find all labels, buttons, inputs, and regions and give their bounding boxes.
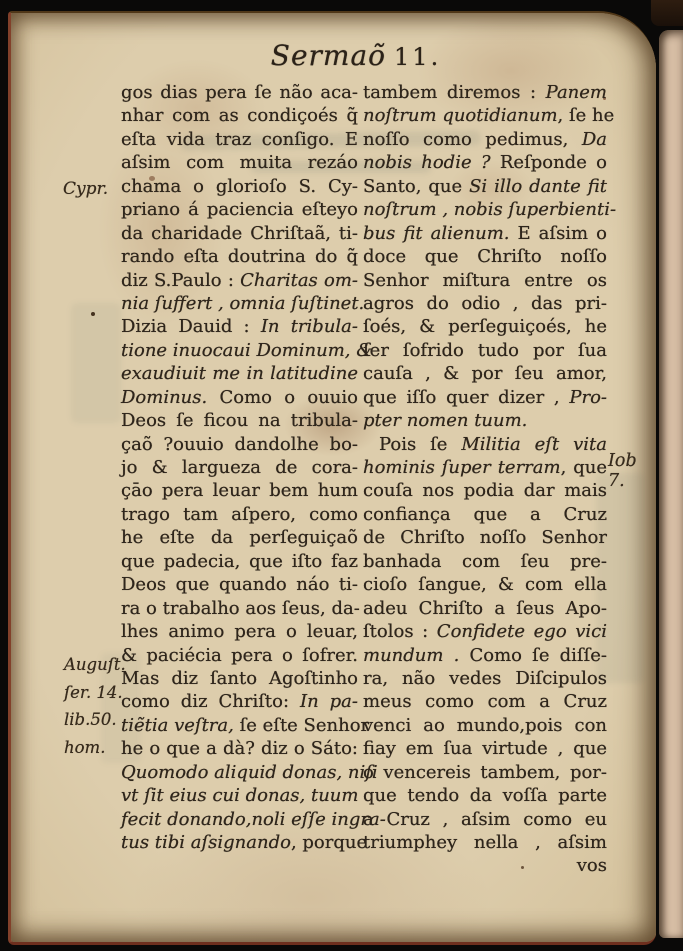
latin-quote-segment: fecit donando,noli eſſe ingra- xyxy=(121,808,386,830)
body-text-segment: gos dias pera ſe não aca- xyxy=(121,82,358,103)
latin-quote-segment: tiẽtia veſtra, xyxy=(121,714,234,736)
text-line xyxy=(121,433,358,456)
body-text-segment: venci ao mundo,pois con xyxy=(363,714,607,736)
body-text-segment: noſſo como pedimus, xyxy=(363,128,582,150)
text-line xyxy=(363,386,607,409)
body-text-segment: da charidade Chriſtaã, ti- xyxy=(121,222,358,244)
body-text-segment: ſtolos : xyxy=(363,621,437,643)
text-line xyxy=(363,573,607,596)
body-text-segment: çaõ ?ouuio dandolhe bo- xyxy=(121,433,358,455)
text-line xyxy=(363,198,617,221)
body-text-segment: rando eſta doutrina do q̃ xyxy=(121,246,358,268)
text-line xyxy=(121,479,358,502)
text-line xyxy=(121,526,358,549)
body-text-segment: Senhor miſtura entre os xyxy=(363,269,607,291)
text-line xyxy=(363,479,607,502)
latin-quote-segment: Panem xyxy=(545,82,607,103)
body-text-segment: cioſo ſangue, & com ella xyxy=(363,574,607,596)
body-text-segment: ſe eſte Senhor xyxy=(233,714,370,736)
text-line xyxy=(363,526,607,549)
book-page xyxy=(8,11,656,945)
latin-quote-segment: nia ſuffert , omnia ſuſtinet. xyxy=(121,292,365,314)
latin-quote-segment: noſtrum , nobis ſuperbienti- xyxy=(363,199,617,221)
text-line xyxy=(121,362,358,385)
body-text-segment: fiay em ſua virtude , que xyxy=(363,738,607,760)
latin-quote-segment: tus tibi aſsignando xyxy=(121,832,291,853)
body-text-segment: doce que Chriſto noſſo xyxy=(363,246,607,268)
body-text-segment: vos xyxy=(576,855,607,877)
body-text-segment: tambem diremos : xyxy=(363,82,546,103)
text-line xyxy=(121,386,358,409)
body-text-segment: Como o ouuio xyxy=(207,386,358,408)
latin-quote-segment: Pro- xyxy=(569,386,607,408)
text-line xyxy=(363,714,607,737)
text-line xyxy=(363,597,607,620)
text-line xyxy=(121,269,358,292)
text-line xyxy=(121,550,358,573)
text-line xyxy=(121,222,358,245)
text-line xyxy=(121,175,358,198)
body-text-segment: como diz Chriſto: xyxy=(121,691,300,713)
running-head-number: 11. xyxy=(394,43,442,71)
text-line xyxy=(363,550,607,573)
ink-speck xyxy=(91,312,95,316)
text-line xyxy=(121,644,358,667)
text-line xyxy=(121,667,358,690)
body-text-segment: priano á paciencia eſteyo xyxy=(121,199,358,221)
running-head-title: Sermaõ xyxy=(270,39,387,72)
text-line xyxy=(121,831,368,854)
body-text-segment: chama o glorioſo S. Cy- xyxy=(121,175,358,197)
body-text-segment: o vencereis tambem, por- xyxy=(363,761,607,783)
text-column-left xyxy=(121,81,386,854)
body-text-segment: , ſe he xyxy=(557,105,615,127)
body-text-segment: he eſte da perſeguiçaõ xyxy=(121,527,358,549)
latin-quote-segment: Da xyxy=(581,128,607,150)
text-line xyxy=(121,292,365,315)
text-line xyxy=(363,690,607,713)
text-line xyxy=(363,737,607,760)
body-text-segment: Deos ſe ficou na tribula- xyxy=(121,410,358,432)
body-text-segment: ra o trabalho aos ſeus, da- xyxy=(121,597,360,619)
body-text-segment: que tendo da voſſa parte xyxy=(363,785,607,807)
body-text-segment: meus como com a Cruz xyxy=(363,691,607,713)
body-text-segment: Reſponde o xyxy=(490,152,607,174)
text-line xyxy=(121,128,358,151)
text-line xyxy=(363,831,607,854)
book-board-corner xyxy=(651,0,683,26)
margin-note-line: Auguſt. xyxy=(64,655,126,674)
text-line xyxy=(363,854,607,877)
body-text-segment: confiança que a Cruz xyxy=(363,503,607,525)
body-text-segment: trago tam aſpero, como xyxy=(121,503,358,525)
text-line xyxy=(363,315,607,338)
adjacent-page-edge xyxy=(659,30,683,938)
body-text-segment: que padecia, que iſto faz xyxy=(121,550,358,572)
body-text-segment: , porque xyxy=(290,832,368,853)
text-line xyxy=(363,362,607,385)
body-text-segment: agros do odio , das pri- xyxy=(363,292,607,314)
body-text-segment: Deos que quando náo ti- xyxy=(121,574,358,596)
text-line xyxy=(363,81,607,104)
text-line xyxy=(363,151,607,174)
text-line xyxy=(363,433,607,456)
text-line xyxy=(363,620,607,643)
text-line xyxy=(363,292,607,315)
body-text-segment: he o que a dà? diz o Sáto: xyxy=(121,738,358,760)
text-line xyxy=(121,409,358,432)
text-line xyxy=(121,503,358,526)
body-text-segment: lhes animo pera o leuar, xyxy=(121,621,358,643)
text-line xyxy=(121,784,358,807)
text-line xyxy=(363,245,607,268)
body-text-segment: diz S.Paulo : xyxy=(121,269,241,291)
latin-quote-segment: Si illo dante fit xyxy=(469,175,607,197)
text-line xyxy=(363,409,607,432)
latin-quote-segment: bus fit alienum. xyxy=(363,222,510,244)
latin-quote-segment: Quomodo aliquid donas, niſi xyxy=(121,761,378,783)
body-text-segment: a Cruz , aſsim como eu xyxy=(363,808,607,830)
latin-quote-segment: Charitas om- xyxy=(240,269,358,291)
body-text-segment: banhada com ſeu pre- xyxy=(363,550,607,572)
text-line xyxy=(121,761,378,784)
bleedthrough-ghost xyxy=(71,303,121,423)
latin-quote-segment: hominis ſuper terram xyxy=(363,457,561,478)
text-line xyxy=(121,714,370,737)
body-text-segment: couſa nos podia dar mais xyxy=(363,480,607,502)
text-line xyxy=(121,808,386,831)
body-text-segment: çāo pera leuar bem hum xyxy=(121,480,358,502)
text-line xyxy=(121,690,358,713)
margin-note-cyprian: Cypr. xyxy=(63,179,109,199)
text-line xyxy=(363,644,607,667)
text-line xyxy=(363,128,607,151)
text-line xyxy=(363,222,607,245)
text-line xyxy=(363,339,607,362)
latin-quote-segment: mundum . xyxy=(363,644,460,666)
latin-quote-segment: nobis hodie ? xyxy=(363,152,491,174)
margin-note-line: hom. xyxy=(64,737,106,757)
text-line xyxy=(121,339,373,362)
body-text-segment: adeu Chriſto a ſeus Apo- xyxy=(363,597,607,619)
body-text-segment: ſer ſofrido tudo por ſua xyxy=(363,339,607,361)
text-line xyxy=(363,808,607,831)
text-line xyxy=(363,761,607,784)
latin-quote-segment: pter nomen tuum. xyxy=(363,410,528,432)
body-text-segment: Mas diz ſanto Agoſtinho xyxy=(121,667,358,689)
margin-note-job: Iob 7. xyxy=(608,451,637,491)
body-text-segment: de Chriſto noſſo Senhor xyxy=(363,527,607,549)
text-line xyxy=(363,667,607,690)
body-text-segment: Santo, que xyxy=(363,175,470,197)
body-text-segment: Como ſe diſſe- xyxy=(459,644,607,666)
text-line xyxy=(121,315,358,338)
body-text-segment: Dizia Dauid : xyxy=(121,316,261,338)
text-line xyxy=(363,269,607,292)
body-text-segment: ra, não vedes Diſcipulos xyxy=(363,667,607,689)
text-line xyxy=(121,245,358,268)
latin-quote-segment: In tribula- xyxy=(260,316,358,338)
margin-note-line: ſer. 14. xyxy=(64,682,123,702)
text-line xyxy=(121,573,358,596)
body-text-segment: cauſa , & por ſeu amor, xyxy=(363,363,607,385)
body-text-segment: , que xyxy=(560,457,607,478)
text-line xyxy=(121,456,358,479)
body-text-segment: triumphey nella , aſsim xyxy=(363,832,607,853)
latin-quote-segment: exaudiuit me in latitudine xyxy=(121,363,358,385)
text-line xyxy=(121,151,358,174)
margin-note-line: lib.50. xyxy=(64,710,117,729)
text-line xyxy=(121,620,358,643)
latin-quote-segment: vt ſit eius cui donas, tuum xyxy=(121,785,359,807)
text-line xyxy=(121,104,358,127)
text-line xyxy=(121,81,358,104)
text-line xyxy=(121,198,358,221)
text-line xyxy=(121,737,358,760)
body-text-segment: E aſsim o xyxy=(509,222,607,244)
running-head xyxy=(113,39,599,72)
text-line xyxy=(363,175,607,198)
text-line xyxy=(363,456,607,479)
text-line xyxy=(363,784,607,807)
text-line xyxy=(121,597,358,620)
text-line xyxy=(363,104,615,127)
latin-quote-segment: Confidete ego vici xyxy=(436,621,607,643)
latin-quote-segment: Dominus. xyxy=(121,386,208,408)
text-column-right xyxy=(363,81,617,878)
body-text-segment: ſoés, & perſeguiçoés, he xyxy=(363,316,607,338)
body-text-segment: que iſſo quer dizer , xyxy=(363,386,570,408)
body-text-segment: nhar com as condiçoés q̃ xyxy=(121,105,358,127)
body-text-segment: jo & largueza de cora- xyxy=(121,457,358,478)
body-text-segment: aſsim com muita rezáo xyxy=(121,152,358,174)
text-line xyxy=(363,503,607,526)
body-text-segment: Pois ſe xyxy=(379,433,462,455)
latin-quote-segment: noſtrum quotidianum xyxy=(363,105,558,127)
latin-quote-segment: Militia eſt vita xyxy=(461,433,607,455)
body-text-segment: eſta vida traz conſigo. E xyxy=(121,128,358,150)
latin-quote-segment: In pa- xyxy=(300,691,358,713)
body-text-segment: & paciécia pera o ſofrer. xyxy=(121,644,358,666)
latin-quote-segment: tione inuocaui Dominum, & xyxy=(121,339,373,361)
